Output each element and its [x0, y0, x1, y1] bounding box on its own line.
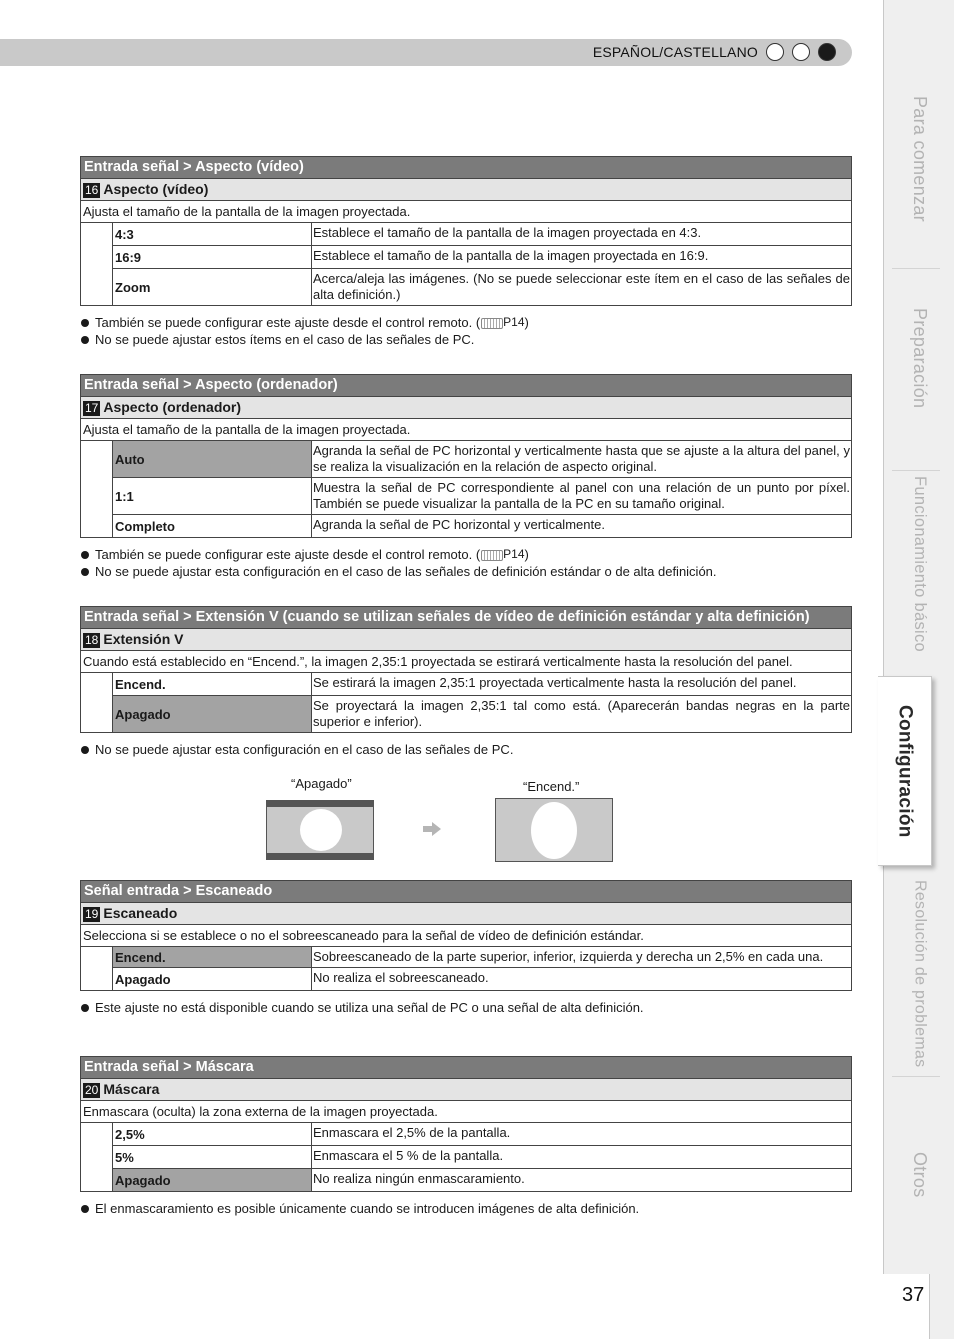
option-row: [112, 223, 851, 245]
tab-label: Resolución de problemas: [911, 880, 929, 1068]
option-row: [112, 695, 851, 732]
notes-list: [80, 1200, 852, 1217]
section-subtitle: [80, 903, 852, 925]
option-key: Auto: [113, 441, 312, 477]
section-title: Entrada señal > Aspecto (ordenador): [80, 374, 852, 397]
item-number: 18: [85, 633, 99, 647]
option-value: Agranda la señal de PC horizontal y verticalmente.: [313, 517, 605, 532]
options-table: [80, 673, 852, 733]
option-value: Enmascara el 2,5% de la pantalla.: [313, 1125, 511, 1140]
screen-apagado-illustration: [266, 800, 374, 860]
tab-label: Configuración: [894, 705, 916, 838]
circle-icon: [792, 43, 810, 61]
note-text: El enmascaramiento es posible únicamente cuando se introducen imágenes de alta definición.: [95, 1201, 640, 1216]
note-text: No se puede ajustar esta configuración en el caso de las señales de PC.: [95, 742, 514, 757]
tab-preparacion[interactable]: [884, 270, 954, 470]
arrow-right-icon: [423, 822, 441, 836]
tab-otros[interactable]: [884, 1078, 954, 1274]
option-value: Establece el tamaño de la pantalla de la imagen proyectada en 16:9.: [313, 248, 709, 263]
options-table: [80, 223, 852, 306]
option-key: Encend.: [113, 673, 312, 695]
section-subtitle: [80, 629, 852, 651]
option-value: No realiza ningún enmascaramiento.: [313, 1171, 525, 1186]
tab-para-comenzar[interactable]: [884, 68, 954, 268]
option-value: Agranda la señal de PC horizontal y verticalmente hasta que se ajuste a la altura del panel, y se realiza la visualización en la relación de aspecto original.: [313, 443, 850, 474]
notes-list: [80, 999, 852, 1016]
tab-label: Funcionamiento básico: [911, 476, 929, 652]
section-aspecto-video: [80, 156, 852, 348]
option-key: Apagado: [113, 968, 312, 990]
option-key: 2,5%: [113, 1123, 312, 1145]
option-value: Enmascara el 5 % de la pantalla.: [313, 1148, 504, 1163]
illustration-label-apagado: “Apagado”: [291, 776, 352, 791]
section-description: Selecciona si se establece o no el sobreescaneado para la señal de vídeo de definición estándar.: [80, 925, 852, 947]
option-value: Se proyectará la imagen 2,35:1 tal como está. (Aparecerán bandas negras en la parte superior e inferior).: [313, 698, 850, 729]
page-ref[interactable]: P14: [503, 547, 525, 561]
page-ref[interactable]: P14: [503, 315, 525, 329]
option-key: Encend.: [113, 947, 312, 967]
option-value: Sobreescaneado de la parte superior, inferior, izquierda y derecha un 2,5% en cada una.: [313, 949, 824, 964]
section-aspecto-ordenador: [80, 374, 852, 580]
header-bar: [0, 39, 852, 66]
note-text: No se puede ajustar esta configuración en el caso de las señales de definición estándar o de alta definición.: [95, 564, 717, 579]
option-row: [112, 245, 851, 268]
subtitle-text: Extensión V: [103, 631, 184, 647]
note-tail: ): [524, 547, 529, 562]
note-item: [80, 563, 852, 580]
option-value: No realiza el sobreescaneado.: [313, 970, 489, 985]
option-value: Se estirará la imagen 2,35:1 proyectada verticalmente hasta la resolución del panel.: [313, 675, 797, 690]
tab-configuracion[interactable]: [878, 676, 932, 866]
language-label: ESPAÑOL/CASTELLANO: [592, 44, 758, 60]
illustration-label-encend: “Encend.”: [523, 779, 580, 794]
book-icon: [481, 550, 503, 561]
note-item: [80, 999, 852, 1016]
filled-circle-icon: [818, 43, 836, 61]
section-subtitle: [80, 1079, 852, 1101]
note-text: No se puede ajustar estos ítems en el caso de las señales de PC.: [95, 332, 475, 347]
option-row: [112, 441, 851, 477]
option-row: [112, 967, 851, 990]
notes-list: [80, 741, 852, 758]
option-key: 1:1: [113, 478, 312, 514]
option-row: [112, 673, 851, 695]
option-row: [112, 1145, 851, 1168]
section-title: Entrada señal > Extensión V (cuando se utilizan señales de vídeo de definición estándar y alta definición): [80, 606, 852, 629]
section-title: Señal entrada > Escaneado: [80, 880, 852, 903]
item-number: 20: [85, 1083, 99, 1097]
tab-label: Para comenzar: [910, 96, 930, 222]
circle-icon: [766, 43, 784, 61]
option-key: Completo: [113, 515, 312, 537]
subtitle-text: Aspecto (ordenador): [103, 399, 242, 415]
note-item: [80, 314, 852, 331]
option-key: 5%: [113, 1146, 312, 1168]
option-row: [112, 947, 851, 967]
section-title: Entrada señal > Aspecto (vídeo): [80, 156, 852, 179]
note-item: [80, 331, 852, 348]
note-item: [80, 1200, 852, 1217]
section-description: Ajusta el tamaño de la pantalla de la imagen proyectada.: [80, 419, 852, 441]
item-number: 19: [85, 907, 99, 921]
option-key: Apagado: [113, 696, 312, 732]
section-description: Enmascara (oculta) la zona externa de la imagen proyectada.: [80, 1101, 852, 1123]
options-table: [80, 441, 852, 538]
options-table: [80, 1123, 852, 1192]
option-value: Muestra la señal de PC correspondiente al panel con una relación de un punto por píxel. También se puede visualizar la pantalla de la PC en su tamaño original.: [313, 480, 850, 511]
tab-label: Preparación: [910, 308, 930, 409]
option-row: [112, 1123, 851, 1145]
section-extension-v: [80, 606, 852, 758]
note-text: También se puede configurar este ajuste desde el control remoto. (: [95, 315, 481, 330]
option-row: [112, 1168, 851, 1191]
subtitle-text: Escaneado: [103, 905, 178, 921]
section-title: Entrada señal > Máscara: [80, 1056, 852, 1079]
section-mascara: [80, 1056, 852, 1217]
option-value: Acerca/aleja las imágenes. (No se puede seleccionar este ítem en el caso de las señales de alta definición.): [313, 271, 850, 302]
notes-list: [80, 314, 852, 348]
tab-label: Otros: [910, 1152, 930, 1198]
note-tail: ): [524, 315, 529, 330]
subtitle-text: Aspecto (vídeo): [103, 181, 209, 197]
screen-encend-illustration: [495, 798, 613, 862]
page-number: 37: [902, 1284, 925, 1306]
section-description: Cuando está establecido en “Encend.”, la imagen 2,35:1 proyectada se estirará verticalmente hasta la resolución del panel.: [80, 651, 852, 673]
book-icon: [481, 318, 503, 329]
note-item: [80, 546, 852, 563]
option-key: 16:9: [113, 246, 312, 268]
section-description: Ajusta el tamaño de la pantalla de la imagen proyectada.: [80, 201, 852, 223]
option-row: [112, 268, 851, 305]
subtitle-text: Máscara: [103, 1081, 160, 1097]
tab-funcionamiento-basico[interactable]: [884, 472, 954, 672]
note-text: Este ajuste no está disponible cuando se utiliza una señal de PC o una señal de alta definición.: [95, 1000, 644, 1015]
section-subtitle: [80, 397, 852, 419]
option-key: Zoom: [113, 269, 312, 305]
notes-list: [80, 546, 852, 580]
note-item: [80, 741, 852, 758]
chapter-tabs: [883, 0, 954, 1339]
option-key: Apagado: [113, 1169, 312, 1191]
item-number: 17: [85, 401, 99, 415]
item-number: 16: [85, 183, 99, 197]
option-row: [112, 477, 851, 514]
section-escaneado: [80, 880, 852, 1016]
option-key: 4:3: [113, 223, 312, 245]
tab-resolucion-de-problemas[interactable]: [884, 874, 954, 1074]
options-table: [80, 947, 852, 991]
section-subtitle: [80, 179, 852, 201]
option-value: Establece el tamaño de la pantalla de la imagen proyectada en 4:3.: [313, 225, 702, 240]
note-text: También se puede configurar este ajuste desde el control remoto. (: [95, 547, 481, 562]
option-row: [112, 514, 851, 537]
